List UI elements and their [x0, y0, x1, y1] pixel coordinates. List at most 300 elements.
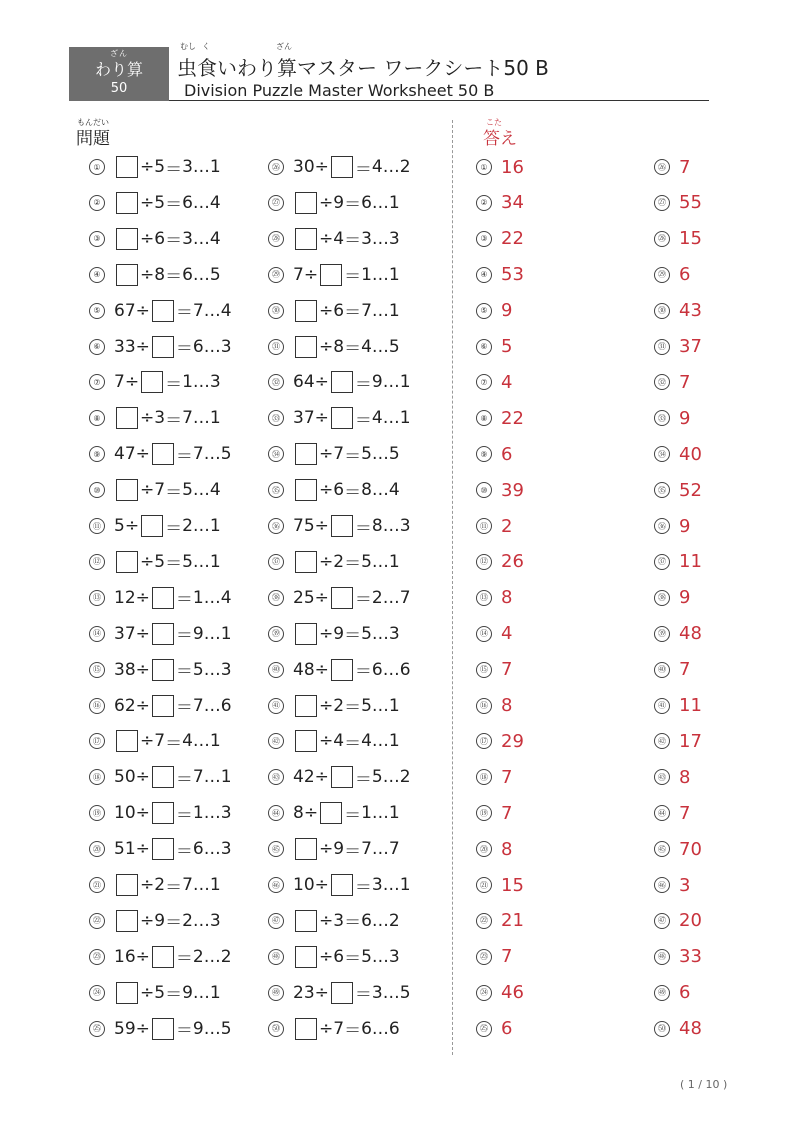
blank-box[interactable]: [295, 443, 317, 465]
blank-box[interactable]: [116, 156, 138, 178]
answer-row: [654, 548, 702, 576]
blank-box[interactable]: [295, 946, 317, 968]
quotient: 7: [192, 695, 204, 716]
badge-category: わり算: [94, 60, 143, 79]
problem-equation: [293, 837, 400, 862]
answer-value: 7: [679, 802, 691, 824]
answer-row: [476, 333, 512, 361]
remainder: 3: [220, 336, 232, 357]
quotient: 3: [371, 982, 383, 1003]
answer-value: 4: [501, 623, 513, 645]
problem-number: ㉗: [268, 195, 284, 211]
remainder: 6: [388, 1018, 400, 1039]
worksheet-badge: [69, 47, 169, 101]
answer-number: ⑰: [476, 733, 492, 749]
remainder-sign: …: [382, 875, 400, 895]
problem-equation: [293, 370, 411, 395]
divide-sign: ÷: [303, 264, 319, 285]
answer-row: [476, 225, 524, 253]
quotient: 6: [361, 1018, 372, 1039]
problem-number: ⑪: [89, 518, 105, 534]
problem-equation: [293, 621, 400, 646]
divide-sign: ÷: [135, 767, 150, 788]
blank-box[interactable]: [331, 407, 353, 429]
equals-sign: ＝: [354, 769, 372, 790]
problem-row: [89, 620, 232, 648]
problem-number: ㉒: [89, 913, 105, 929]
answer-number: ⑪: [476, 518, 492, 534]
problem-row: [268, 907, 400, 935]
problem-number: ㊳: [268, 590, 284, 606]
problem-number: ②: [89, 195, 105, 211]
answer-number: ⑭: [476, 626, 492, 642]
answer-row: [654, 763, 690, 791]
problem-number: ⑳: [89, 841, 105, 857]
problem-equation: [293, 657, 411, 682]
divide-sign: ÷: [140, 228, 155, 249]
blank-box[interactable]: [295, 838, 317, 860]
answer-row: [476, 620, 512, 648]
divide-sign: ÷: [303, 803, 319, 824]
remainder-sign: …: [371, 731, 389, 752]
problem-equation: [293, 1016, 400, 1041]
remainder: 3: [388, 228, 400, 249]
blank-box[interactable]: [116, 730, 138, 752]
answer-value: 46: [501, 982, 524, 1004]
badge-ruby: ざん: [110, 49, 128, 58]
answer-number: ㊿: [654, 1021, 670, 1037]
remainder: 3: [220, 839, 232, 860]
remainder-sign: …: [192, 372, 210, 393]
quotient: 7: [192, 444, 204, 465]
blank-box[interactable]: [295, 695, 317, 717]
problem-row: [268, 333, 400, 361]
divide-sign: ÷: [135, 623, 150, 644]
blank-box[interactable]: [152, 838, 174, 860]
quotient: 9: [371, 372, 383, 393]
problems-heading: 問題: [76, 129, 110, 149]
equals-sign: ＝: [354, 410, 372, 431]
answer-number: ④: [476, 267, 492, 283]
title-underline: [169, 100, 709, 101]
remainder-sign: …: [382, 659, 400, 680]
problem-equation: [114, 729, 221, 754]
problem-row: [89, 799, 232, 827]
answer-row: [654, 225, 702, 253]
quotient: 6: [182, 264, 193, 285]
divisor: 2: [333, 695, 345, 716]
problem-number: ⑥: [89, 339, 105, 355]
blank-box[interactable]: [295, 228, 317, 250]
divide-sign: ÷: [140, 264, 155, 285]
problem-number: ⑩: [89, 482, 105, 498]
equals-sign: ＝: [165, 374, 183, 395]
remainder: 1: [388, 264, 400, 285]
answer-number: ⑲: [476, 805, 492, 821]
remainder: 2: [399, 767, 411, 788]
answer-row: [476, 189, 524, 217]
problem-equation: [293, 226, 400, 251]
quotient: 4: [371, 157, 383, 177]
answer-number: ㊾: [654, 985, 670, 1001]
blank-box[interactable]: [152, 695, 174, 717]
divisor: 4: [333, 731, 345, 752]
answer-row: [654, 835, 702, 863]
problem-equation: [293, 406, 411, 431]
answer-row: [476, 368, 512, 396]
blank-box[interactable]: [116, 192, 138, 214]
equals-sign: ＝: [354, 590, 372, 611]
remainder-sign: …: [371, 839, 389, 860]
divisor: 9: [154, 910, 166, 931]
remainder-sign: …: [382, 767, 400, 788]
quotient: 5: [182, 480, 193, 501]
quotient: 3: [371, 875, 383, 895]
problem-row: [268, 584, 411, 612]
blank-box[interactable]: [116, 228, 138, 250]
blank-box[interactable]: [152, 659, 174, 681]
answer-row: [476, 261, 524, 289]
problem-number: ⑲: [89, 805, 105, 821]
answer-row: [476, 153, 524, 181]
blank-box[interactable]: [152, 1018, 174, 1040]
remainder-sign: …: [203, 587, 221, 608]
answer-number: ㉜: [654, 374, 670, 390]
answer-number: ㊱: [654, 518, 670, 534]
quotient: 6: [361, 192, 372, 213]
problem-row: [89, 333, 232, 361]
problem-equation: [293, 873, 411, 898]
answer-number: ㉟: [654, 482, 670, 498]
quotient: 5: [361, 695, 372, 716]
problem-equation: [114, 873, 221, 898]
answer-value: 9: [679, 515, 691, 537]
problem-number: ③: [89, 231, 105, 247]
problem-equation: [293, 765, 411, 790]
blank-box[interactable]: [320, 264, 342, 286]
quotient: 2: [371, 587, 383, 608]
problem-number: ㊶: [268, 698, 284, 714]
blank-box[interactable]: [320, 802, 342, 824]
answer-value: 20: [679, 910, 702, 932]
blank-box[interactable]: [152, 336, 174, 358]
problem-equation: [114, 190, 221, 215]
quotient: 7: [192, 300, 204, 321]
answer-row: [654, 584, 690, 612]
divide-sign: ÷: [135, 946, 150, 967]
problem-number: ①: [89, 159, 105, 175]
blank-box[interactable]: [331, 515, 353, 537]
problem-number: ⑯: [89, 698, 105, 714]
dividend: 50: [114, 767, 136, 788]
problem-number: ㊵: [268, 662, 284, 678]
equals-sign: ＝: [175, 698, 193, 718]
equals-sign: ＝: [354, 877, 372, 898]
quotient: 5: [361, 444, 372, 465]
problem-row: [268, 261, 400, 289]
quotient: 9: [192, 1018, 204, 1039]
blank-box[interactable]: [295, 730, 317, 752]
answer-value: 9: [501, 300, 513, 322]
dividend: 5: [114, 516, 125, 536]
remainder: 1: [388, 731, 400, 752]
divide-sign: ÷: [314, 408, 329, 429]
answer-number: ㉗: [654, 195, 670, 211]
divide-sign: ÷: [319, 228, 334, 249]
remainder-sign: …: [203, 336, 221, 357]
divide-sign: ÷: [319, 910, 334, 931]
title-ruby-ku: く: [202, 42, 210, 51]
quotient: 5: [361, 551, 372, 572]
problem-equation: [293, 908, 400, 933]
quotient: 5: [192, 659, 204, 680]
remainder-sign: …: [203, 695, 221, 716]
remainder: 1: [220, 767, 232, 788]
equals-sign: ＝: [344, 733, 362, 754]
answer-row: [476, 297, 512, 325]
remainder-sign: …: [192, 551, 210, 572]
blank-box[interactable]: [331, 371, 353, 393]
answer-number: ㊷: [654, 733, 670, 749]
dividend: 8: [293, 803, 304, 824]
answer-row: [654, 189, 702, 217]
blank-box[interactable]: [331, 156, 353, 178]
blank-box[interactable]: [331, 874, 353, 896]
blank-box[interactable]: [295, 192, 317, 214]
divide-sign: ÷: [140, 731, 155, 752]
blank-box[interactable]: [331, 982, 353, 1004]
problem-row: [268, 620, 400, 648]
remainder-sign: …: [371, 623, 389, 644]
blank-box[interactable]: [295, 300, 317, 322]
problem-number: ㊻: [268, 877, 284, 893]
divide-sign: ÷: [319, 300, 334, 321]
answer-row: [654, 153, 690, 181]
problem-equation: [293, 442, 400, 467]
equals-sign: ＝: [344, 626, 362, 647]
remainder: 4: [220, 300, 232, 321]
divide-sign: ÷: [314, 659, 329, 680]
answer-value: 7: [501, 802, 513, 824]
divisor: 8: [333, 336, 345, 357]
dividend: 7: [293, 264, 304, 285]
blank-box[interactable]: [152, 300, 174, 322]
blank-box[interactable]: [331, 766, 353, 788]
problem-row: [89, 763, 232, 791]
remainder: 5: [220, 444, 232, 465]
blank-box[interactable]: [116, 407, 138, 429]
problem-number: ㊷: [268, 733, 284, 749]
equals-sign: ＝: [165, 733, 183, 754]
divide-sign: ÷: [140, 408, 155, 429]
blank-box[interactable]: [116, 910, 138, 932]
remainder: 5: [209, 264, 221, 285]
problem-equation: [293, 585, 411, 610]
blank-box[interactable]: [152, 623, 174, 645]
remainder-sign: …: [192, 408, 210, 429]
answers-heading: 答え: [483, 129, 517, 149]
dividend: 7: [114, 372, 125, 393]
equals-sign: ＝: [344, 231, 362, 252]
problem-equation: [114, 944, 232, 969]
answer-number: ⑮: [476, 662, 492, 678]
equals-sign: ＝: [165, 410, 183, 431]
divide-sign: ÷: [124, 372, 140, 393]
equals-sign: ＝: [165, 554, 183, 575]
remainder-sign: …: [371, 264, 389, 285]
problem-number: ㊽: [268, 949, 284, 965]
remainder-sign: …: [203, 767, 221, 788]
answer-row: [476, 656, 512, 684]
problem-row: [89, 440, 232, 468]
problem-row: [89, 907, 221, 935]
divide-sign: ÷: [140, 480, 155, 501]
divide-sign: ÷: [140, 982, 155, 1003]
quotient: 2: [182, 516, 193, 536]
page-number: ( 1 / 10 ): [680, 1078, 728, 1091]
answers-ruby: こた: [486, 118, 502, 127]
divisor: 2: [333, 551, 345, 572]
answer-number: ㉕: [476, 1021, 492, 1037]
answer-row: [654, 979, 690, 1007]
blank-box[interactable]: [295, 479, 317, 501]
problem-equation: [293, 334, 400, 359]
equals-sign: ＝: [175, 1021, 193, 1042]
remainder: 3: [388, 946, 400, 967]
answer-row: [654, 261, 690, 289]
problem-number: ⑭: [89, 626, 105, 642]
answer-number: ⑱: [476, 769, 492, 785]
problem-number: ⑨: [89, 446, 105, 462]
problem-number: ⑫: [89, 554, 105, 570]
problem-row: [268, 512, 411, 540]
blank-box[interactable]: [295, 910, 317, 932]
answer-value: 70: [679, 838, 702, 860]
answer-row: [654, 727, 702, 755]
divide-sign: ÷: [124, 516, 140, 536]
answer-number: ⑩: [476, 482, 492, 498]
problem-equation: [293, 155, 411, 180]
blank-box[interactable]: [152, 802, 174, 824]
remainder: 1: [209, 875, 221, 895]
equals-sign: ＝: [344, 195, 362, 216]
answer-value: 15: [501, 874, 524, 896]
problem-equation: [114, 442, 232, 467]
remainder-sign: …: [203, 300, 221, 321]
divide-sign: ÷: [135, 444, 150, 465]
blank-box[interactable]: [331, 587, 353, 609]
equals-sign: ＝: [175, 446, 193, 467]
remainder-sign: …: [371, 1018, 389, 1039]
problems-ruby: もんだい: [77, 118, 109, 127]
blank-box[interactable]: [152, 766, 174, 788]
divide-sign: ÷: [319, 623, 334, 644]
blank-box[interactable]: [116, 551, 138, 573]
problem-number: ⑬: [89, 590, 105, 606]
dividend: 48: [293, 659, 315, 680]
answer-value: 40: [679, 443, 702, 465]
divide-sign: ÷: [319, 731, 334, 752]
divisor: 6: [333, 300, 345, 321]
problem-number: ㊲: [268, 554, 284, 570]
dividend: 75: [293, 516, 315, 536]
answer-row: [476, 548, 524, 576]
answer-number: ㊽: [654, 949, 670, 965]
problem-equation: [293, 549, 400, 574]
remainder-sign: …: [203, 444, 221, 465]
quotient: 5: [361, 623, 372, 644]
blank-box[interactable]: [295, 1018, 317, 1040]
answer-number: ⑥: [476, 339, 492, 355]
quotient: 6: [371, 659, 383, 680]
divide-sign: ÷: [140, 875, 155, 895]
blank-box[interactable]: [295, 623, 317, 645]
blank-box[interactable]: [152, 443, 174, 465]
blank-box[interactable]: [116, 479, 138, 501]
problem-row: [89, 727, 221, 755]
problem-row: [89, 189, 221, 217]
answer-number: ①: [476, 159, 492, 175]
remainder-sign: …: [192, 731, 210, 752]
divisor: 9: [333, 839, 345, 860]
blank-box[interactable]: [295, 551, 317, 573]
quotient: 4: [361, 336, 372, 357]
remainder: 5: [399, 982, 411, 1003]
answer-number: ⑧: [476, 410, 492, 426]
remainder: 3: [209, 910, 221, 931]
quotient: 3: [182, 228, 193, 249]
blank-box[interactable]: [116, 982, 138, 1004]
answer-number: ㉒: [476, 913, 492, 929]
dividend: 10: [293, 875, 315, 895]
problem-equation: [114, 298, 232, 323]
quotient: 7: [361, 300, 372, 321]
remainder: 1: [399, 875, 411, 895]
answer-value: 11: [679, 695, 702, 716]
problem-equation: [293, 190, 400, 215]
blank-box[interactable]: [116, 874, 138, 896]
problem-equation: [114, 801, 232, 826]
problem-number: ㉑: [89, 877, 105, 893]
problem-row: [89, 548, 221, 576]
divide-sign: ÷: [319, 946, 334, 967]
problem-number: ㉘: [268, 231, 284, 247]
answer-number: ㉑: [476, 877, 492, 893]
answer-value: 6: [679, 982, 691, 1004]
remainder: 6: [399, 659, 411, 680]
problem-number: ㊸: [268, 769, 284, 785]
answer-number: ㊲: [654, 554, 670, 570]
answer-value: 39: [501, 479, 524, 501]
blank-box[interactable]: [141, 515, 163, 537]
answer-row: [476, 943, 512, 971]
problem-equation: [114, 1016, 232, 1041]
blank-box[interactable]: [295, 336, 317, 358]
blank-box[interactable]: [116, 264, 138, 286]
equals-sign: ＝: [344, 805, 362, 826]
problem-row: [89, 979, 221, 1007]
equals-sign: ＝: [354, 662, 372, 683]
blank-box[interactable]: [152, 587, 174, 609]
blank-box[interactable]: [152, 946, 174, 968]
blank-box[interactable]: [331, 659, 353, 681]
remainder-sign: …: [382, 587, 400, 608]
problem-number: ㊺: [268, 841, 284, 857]
dividend: 64: [293, 372, 315, 393]
remainder-sign: …: [192, 875, 210, 895]
remainder-sign: …: [371, 300, 389, 321]
blank-box[interactable]: [141, 371, 163, 393]
